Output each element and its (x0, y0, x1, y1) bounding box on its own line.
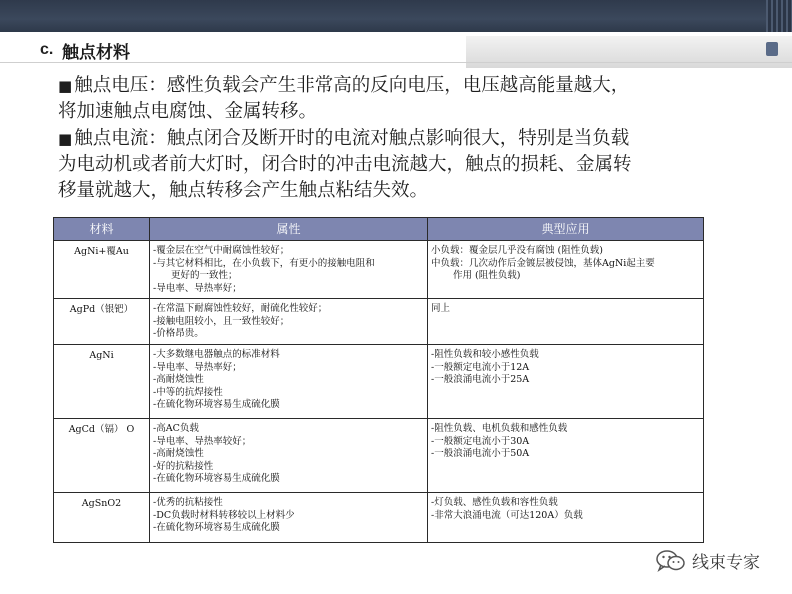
property-line: -中等的抗焊接性 (153, 386, 223, 398)
properties-cell (150, 419, 428, 493)
application-line: -一般额定电流小于30A (431, 435, 530, 447)
section-heading (0, 32, 792, 63)
property-line: -接触电阻较小，且一致性较好； (153, 315, 290, 327)
paragraph-line: 触点电压：感性负载会产生非常高的反向电压，电压越高能量越大， (74, 75, 630, 96)
property-line: -DC负载时材料转移较以上材料少 (153, 509, 295, 521)
material-cell: AgNi+覆Au (54, 241, 150, 299)
property-line: -好的抗粘接性 (153, 460, 214, 472)
property-line: -优秀的抗粘接性 (153, 497, 223, 508)
properties-cell (150, 345, 428, 419)
application-line: -阻性负载、电机负载和感性负载 (431, 423, 568, 434)
application-line: -灯负载、感性负载和容性负载 (431, 497, 558, 508)
applications-cell (428, 241, 704, 299)
property-line: -与其它材料相比，在小负载下，有更小的接触电阻和 (153, 257, 375, 269)
application-line: -一般额定电流小于12A (431, 361, 530, 373)
application-line: 中负载：几次动作后金镀层被侵蚀，基体AgNi起主要 (431, 257, 655, 269)
column-header-material: 材料 (54, 218, 150, 241)
applications-cell (428, 493, 704, 543)
column-header-properties: 属性 (150, 218, 428, 241)
application-line: -一般浪涌电流小于25A (431, 374, 530, 385)
application-line: -一般浪涌电流小于50A (431, 448, 530, 459)
property-line: -导电率、导热率好； (153, 282, 242, 294)
applications-cell (428, 345, 704, 419)
application-line: 同上 (431, 303, 451, 314)
table-header-row (54, 218, 704, 241)
property-line: -覆金层在空气中耐腐蚀性较好； (153, 245, 290, 256)
wechat-icon (656, 550, 686, 572)
watermark-text: 线束专家 (692, 553, 760, 573)
property-line: -价格昂贵。 (153, 328, 204, 339)
paragraph-line: 触点电流：触点闭合及断开时的电流对触点影响很大，特别是当负载 (74, 128, 630, 149)
watermark (656, 548, 760, 573)
paragraph-line: 为电动机或者前大灯时，闭合时的冲击电流越大，触点的损耗、金属转 (58, 154, 632, 175)
applications-cell (428, 419, 704, 493)
application-line: -阻性负载和较小感性负载 (431, 349, 539, 360)
square-bullet-icon: ■ (58, 130, 73, 148)
properties-cell (150, 241, 428, 299)
table-row (54, 299, 704, 345)
title-band (0, 0, 792, 32)
application-line: -非常大浪涌电流（可达120A）负载 (431, 509, 583, 521)
section-title: 触点材料 (62, 43, 130, 63)
table-row (54, 345, 704, 419)
column-header-applications: 典型应用 (428, 218, 704, 241)
material-cell: AgSnO2 (54, 493, 150, 543)
paragraph-contact-voltage (58, 73, 758, 125)
property-line: -导电率、导热率较好； (153, 435, 252, 447)
property-line: -在常温下耐腐蚀性较好，耐硫化性较好； (153, 303, 328, 314)
section-marker: c. (40, 41, 54, 58)
material-cell: AgNi (54, 345, 150, 419)
property-line: -导电率、导热率好； (153, 361, 242, 373)
material-cell: AgPd（银钯） (54, 299, 150, 345)
property-line: -大多数继电器触点的标准材料 (153, 349, 280, 360)
paragraph-line: 移量就越大，触点转移会产生触点粘结失效。 (58, 180, 429, 201)
applications-cell (428, 299, 704, 345)
application-line: 小负载：覆金层几乎没有腐蚀 (阻性负载) (431, 245, 603, 256)
property-line: -在硫化物环境容易生成硫化膜 (153, 473, 280, 484)
square-bullet-icon: ■ (58, 77, 73, 95)
property-line: -在硫化物环境容易生成硫化膜 (153, 399, 280, 410)
properties-cell (150, 299, 428, 345)
application-line: 作用 (阻性负载) (453, 270, 521, 281)
contact-material-table (53, 217, 704, 543)
property-line: -在硫化物环境容易生成硫化膜 (153, 522, 280, 533)
properties-cell (150, 493, 428, 543)
property-line: -高耐烧蚀性 (153, 448, 204, 459)
property-line: -高AC负载 (153, 423, 199, 434)
material-cell: AgCd（镉） O (54, 419, 150, 493)
table-row (54, 493, 704, 543)
property-line: -高耐烧蚀性 (153, 374, 204, 385)
table-row (54, 241, 704, 299)
table-row (54, 419, 704, 493)
paragraph-contact-current (58, 126, 758, 204)
decorative-stripes (766, 0, 792, 32)
paragraph-line: 将加速触点电腐蚀、金属转移。 (58, 101, 318, 122)
property-line: 更好的一致性； (171, 270, 238, 281)
